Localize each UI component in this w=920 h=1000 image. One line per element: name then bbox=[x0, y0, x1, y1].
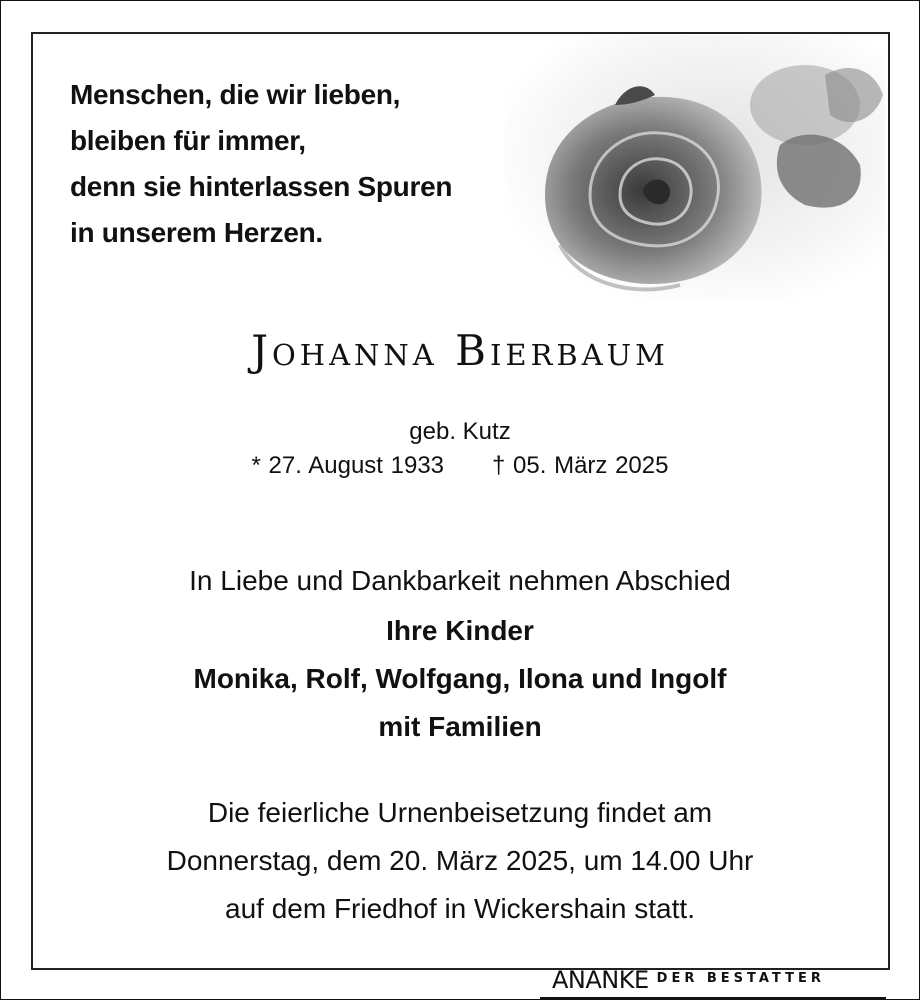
funeral-home-logo bbox=[552, 966, 825, 994]
mourner-suffix: mit Familien bbox=[378, 711, 542, 742]
funeral-line: auf dem Friedhof in Wickershain statt. bbox=[225, 893, 695, 924]
brand-name: ANANKE bbox=[552, 966, 649, 994]
poem-line: bleiben für immer, bbox=[70, 125, 306, 156]
maiden-name: geb. Kutz bbox=[409, 418, 511, 445]
poem bbox=[70, 72, 452, 256]
death-date: † 05. März 2025 bbox=[492, 452, 669, 479]
funeral-line: Donnerstag, dem 20. März 2025, um 14.00 Uhr bbox=[166, 845, 754, 876]
farewell-line: In Liebe und Dankbarkeit nehmen Abschied bbox=[189, 565, 731, 596]
birth-date: * 27. August 1933 bbox=[251, 452, 445, 479]
life-dates bbox=[0, 452, 920, 480]
poem-line: Menschen, die wir lieben, bbox=[70, 79, 401, 110]
poem-line: in unserem Herzen. bbox=[70, 217, 323, 248]
mourner-group: Ihre Kinder bbox=[386, 615, 534, 646]
deceased-name: Johanna Bierbaum bbox=[251, 326, 669, 375]
poem-line: denn sie hinterlassen Spuren bbox=[70, 171, 453, 202]
mourner-names: Monika, Rolf, Wolfgang, Ilona und Ingolf bbox=[193, 663, 727, 694]
funeral-line: Die feierliche Urnenbeisetzung findet am bbox=[207, 797, 713, 828]
brand-tagline: DER BESTATTER bbox=[656, 971, 825, 986]
rose-icon bbox=[505, 35, 885, 300]
